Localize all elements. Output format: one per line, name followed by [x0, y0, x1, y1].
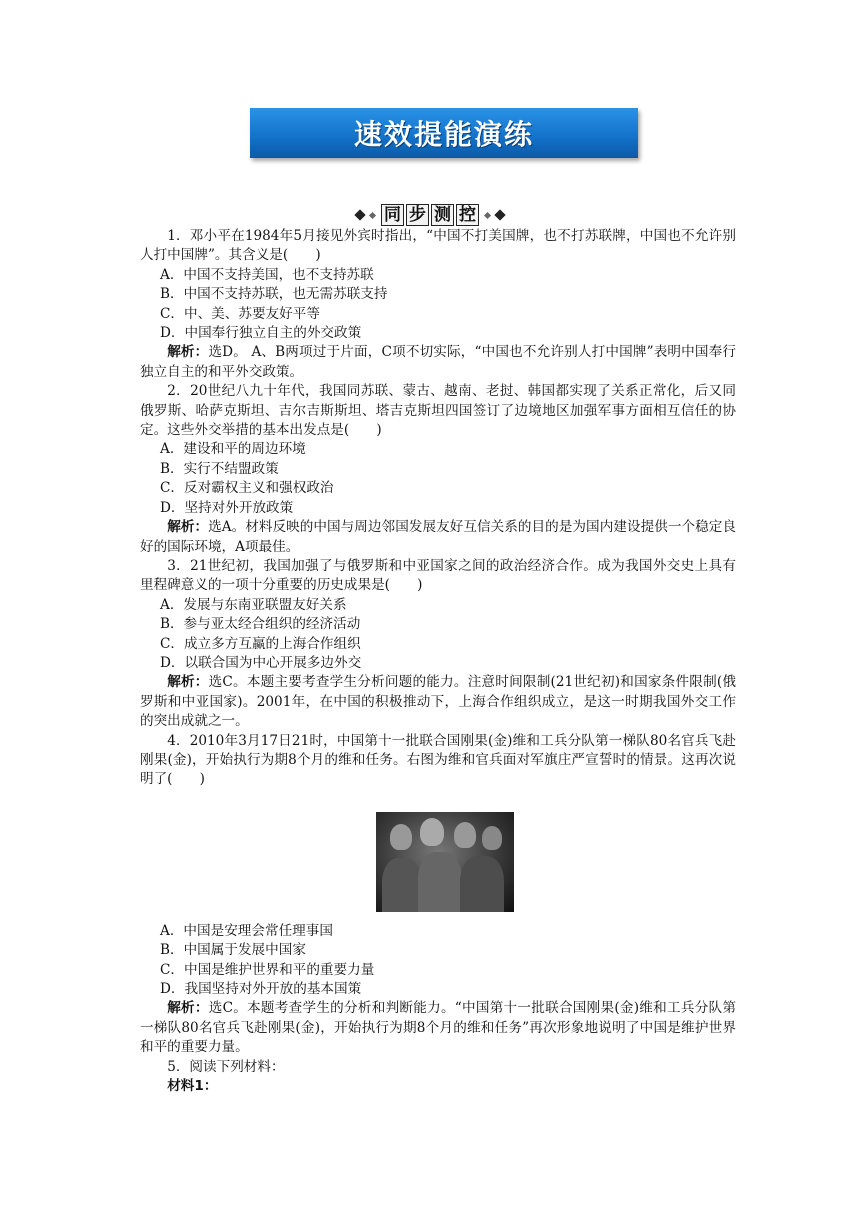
document-body [140, 227, 736, 1096]
analysis: 解析：选C。本题考查学生的分析和判断能力。“中国第十一批联合国刚果(金)维和工兵分队第一梯队80名官兵飞赴刚果(金)，开始执行为期8个月的维和任务”再次形象地说明了中国是维护世界和平的重要力量。 [140, 1000, 736, 1056]
question-3-stem: 3．21世纪初，我国加强了与俄罗斯和中亚国家之间的政治经济合作。成为我国外交史上具有里程碑意义的一项十分重要的历史成果是( ) [140, 557, 736, 594]
diamond-icon [484, 211, 491, 218]
banner-title: 速效提能演练 [353, 118, 534, 151]
option: C．中、美、苏要友好平等 [160, 305, 320, 322]
question-2-stem: 2．20世纪八九十年代，我国同苏联、蒙古、越南、老挝、韩国都实现了关系正常化，后又同俄罗斯、哈萨克斯坦、吉尔吉斯斯坦、塔吉克斯坦四国签订了边境地区加强军事方面相互信任的协定。这些外交举措的基本出发点是( ) [140, 383, 736, 439]
option: D．中国奉行独立自主的外交政策 [160, 325, 362, 342]
option: B．中国不支持苏联，也无需苏联支持 [160, 286, 388, 303]
option: A．中国是安理会常任理事国 [160, 922, 333, 939]
option: B．参与亚太经合组织的经济活动 [160, 616, 361, 633]
option: D．我国坚持对外开放的基本国策 [160, 981, 362, 997]
option: A．发展与东南亚联盟友好关系 [160, 596, 347, 613]
question-4-stem: 4．2010年3月17日21时，中国第十一批联合国刚果(金)维和工兵分队第一梯队80名官兵飞赴刚果(金)，开始执行为期8个月的维和任务。右图为维和官兵面对军旗庄严宣誓时的情景。这再次说明了( ) [140, 732, 736, 788]
option: A．建设和平的周边环境 [160, 441, 306, 458]
question-1-stem: 1．邓小平在1984年5月接见外宾时指出，“中国不打美国牌，也不打苏联牌，中国也不允许别人打中国牌”。其含义是( ) [140, 228, 736, 264]
peacekeepers-photo [376, 812, 514, 912]
option: D．以联合国为中心开展多边外交 [160, 654, 362, 671]
diamond-icon [494, 209, 505, 220]
analysis: 解析：选C。本题主要考查学生分析问题的能力。注意时间限制(21世纪初)和国家条件限制(俄罗斯和中亚国家)。2001年，在中国的积极推动下，上海合作组织成立，是这一时期我国外交工作的突出成就之一。 [140, 674, 737, 730]
diamond-icon [369, 211, 376, 218]
option: B．中国属于发展中国家 [160, 942, 306, 959]
option: C．反对霸权主义和强权政治 [160, 480, 334, 497]
diamond-icon [354, 209, 365, 220]
banner [250, 108, 638, 158]
option: B．实行不结盟政策 [160, 460, 279, 477]
analysis: 解析：选D。 A、B两项过于片面，C项不切实际，“中国也不允许别人打中国牌”表明中国奉行独立自主的和平外交政策。 [140, 344, 737, 380]
section-title: 同 步 测 控 [381, 204, 479, 226]
question-5-stem: 5．阅读下列材料： [167, 1058, 285, 1075]
section-heading [0, 204, 860, 226]
option: C．中国是维护世界和平的重要力量 [160, 961, 375, 978]
option: C．成立多方互赢的上海合作组织 [160, 635, 361, 652]
option: A．中国不支持美国，也不支持苏联 [160, 266, 374, 283]
option: D．坚持对外开放政策 [160, 499, 294, 516]
analysis: 解析：选A。材料反映的中国与周边邻国发展友好互信关系的目的是为国内建设提供一个稳定良好的国际环境，A项最佳。 [140, 519, 736, 555]
material-label: 材料1： [167, 1078, 218, 1095]
